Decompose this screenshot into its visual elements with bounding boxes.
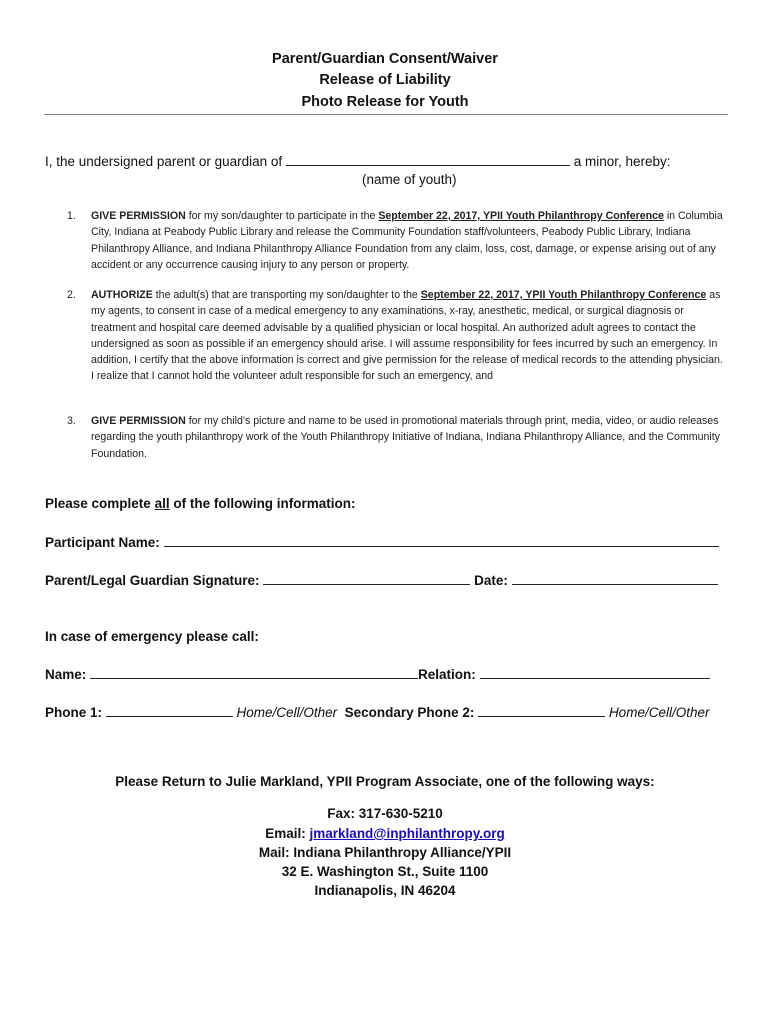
email-label: Email: (265, 826, 310, 841)
item-text-a: for my child’s picture and name to be used in promotional materials through print, media, video, or audio releases regarding the youth philanthropy work of the Youth Philanthropy Initiative of Indiana, Indiana Philanthropy Alliance, and the Community Foundation. (91, 415, 720, 460)
guardian-signature-label: Parent/Legal Guardian Signature: (45, 573, 260, 588)
item-number: 1. (67, 210, 76, 222)
return-mail-line2: 32 E. Washington St., Suite 1100 (281, 864, 489, 879)
intro-prefix: I, the undersigned parent or guardian of (45, 154, 283, 169)
return-email-line (0, 826, 770, 841)
item-text (91, 287, 727, 385)
relation-field[interactable] (480, 666, 710, 679)
instructions-prefix: Please complete (45, 496, 155, 511)
document-title-line3: Photo Release for Youth (301, 94, 469, 110)
document-title-line2: Release of Liability (319, 72, 451, 88)
instructions-suffix: of the following information: (169, 496, 356, 511)
emergency-heading: In case of emergency please call: (45, 629, 259, 644)
return-heading: Please Return to Julie Markland, YPII Program Associate, one of the following ways: (115, 774, 655, 789)
youth-name-blank[interactable] (286, 153, 570, 166)
item-number: 3. (67, 415, 76, 427)
signature-row (45, 572, 718, 588)
item-number: 2. (67, 289, 76, 301)
item-text-b: as my agents, to consent in case of a medical emergency to any examinations, x-ray, anesthetic, medical, or surgical diagnosis or treatment and hospital care deemed advisable by a qualified physician or local hospital. An authorized adult agrees to contact the undersigned as soon as possible if an emergency should arise. I will assume responsibility for fees incurred by such an emergency. In addition, I certify that the above information is correct and give permission for the release of medical records to the attending physician. I realize that I cannot hold the volunteer adult responsible for such an emergency, and (91, 289, 723, 383)
title-divider (44, 114, 728, 115)
return-fax: Fax: 317-630-5210 (327, 806, 443, 821)
phone2-field[interactable] (478, 704, 605, 717)
participant-name-field[interactable] (164, 534, 719, 547)
participant-row (45, 534, 719, 550)
phone1-label: Phone 1: (45, 705, 103, 720)
intro-line (45, 153, 671, 169)
emergency-name-field[interactable] (90, 666, 418, 679)
item-lead: GIVE PERMISSION (91, 415, 186, 427)
relation-label: Relation: (418, 667, 476, 682)
phone2-type-hint: Home/Cell/Other (608, 705, 710, 720)
item-event: September 22, 2017, YPII Youth Philanthropy Conference (378, 210, 664, 222)
phone2-label: Secondary Phone 2: (344, 705, 475, 720)
phone-row (45, 704, 709, 720)
date-field[interactable] (512, 572, 718, 585)
item-text-a: for my son/daughter to participate in the (185, 210, 379, 222)
instructions-all: all (154, 496, 170, 511)
item-lead: AUTHORIZE (91, 289, 153, 301)
participant-name-label: Participant Name: (45, 535, 160, 550)
return-mail-line3: Indianapolis, IN 46204 (314, 883, 456, 898)
item-text-a: the adult(s) that are transporting my son/daughter to the (152, 289, 421, 301)
intro-suffix: a minor, hereby: (573, 154, 671, 169)
email-link[interactable]: jmarkland@inphilanthropy.org (309, 826, 505, 841)
complete-instructions (45, 496, 356, 511)
youth-name-caption: (name of youth) (362, 172, 457, 187)
item-text (91, 208, 727, 273)
item-event: September 22, 2017, YPII Youth Philanthropy Conference (420, 289, 707, 301)
guardian-signature-field[interactable] (263, 572, 470, 585)
document-title-line1: Parent/Guardian Consent/Waiver (272, 51, 498, 67)
phone1-field[interactable] (106, 704, 233, 717)
date-label: Date: (474, 573, 508, 588)
item-lead: GIVE PERMISSION (91, 210, 186, 222)
return-mail-line1: Mail: Indiana Philanthropy Alliance/YPII (258, 845, 512, 860)
emergency-name-row (45, 666, 710, 682)
emergency-name-label: Name: (45, 667, 87, 682)
item-text-b: in Columbia City, Indiana at Peabody Public Library and release the Community Foundation staff/volunteers, Peabody Public Library, Indiana Philanthropy Alliance, and Indiana Philanthropy Alliance Foundation from any claim, loss, cost, damage, or expense arising out of any accident or any occurrence causing injury to any person or property. (91, 210, 723, 271)
phone1-type-hint: Home/Cell/Other (236, 705, 338, 720)
item-text (91, 413, 727, 462)
